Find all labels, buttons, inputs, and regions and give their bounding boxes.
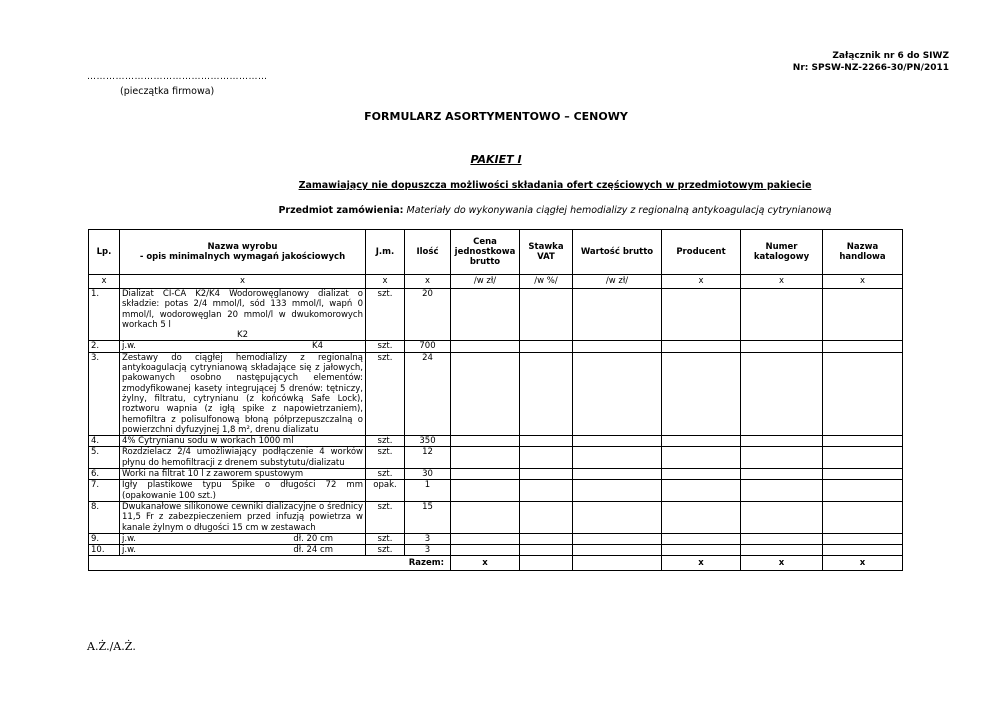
units-producer: x xyxy=(662,275,741,289)
row-qty: 1 xyxy=(405,480,451,502)
total-trade: x xyxy=(823,556,903,571)
row-desc-tail: K2 xyxy=(237,330,248,341)
row-lp: 8. xyxy=(89,501,120,533)
row-vat-cell[interactable] xyxy=(520,480,573,502)
row-desc-left: j.w. xyxy=(122,533,136,544)
row-desc-text: Dializat CI-CA K2/K4 Wodorowęglanowy dializat o składzie: potas 2/4 mmol/l, sód 133 mmol/l, wapń 0 mmol/l, wodorowęglan 20 mmol/l w dwukomorowych workach 5 l xyxy=(122,289,363,330)
units-vat: /w %/ xyxy=(520,275,573,289)
row-value-cell[interactable] xyxy=(573,436,662,447)
row-trade-cell[interactable] xyxy=(823,447,903,469)
row-trade-cell[interactable] xyxy=(823,341,903,352)
total-price: x xyxy=(451,556,520,571)
row-price-cell[interactable] xyxy=(451,480,520,502)
col-name xyxy=(120,230,366,275)
row-producer-cell[interactable] xyxy=(662,352,741,435)
row-vat-cell[interactable] xyxy=(520,436,573,447)
table-row xyxy=(89,480,903,502)
units-row xyxy=(89,275,903,289)
pakiet-title: PAKIET I xyxy=(470,153,522,166)
row-producer-cell[interactable] xyxy=(662,289,741,341)
row-producer-cell[interactable] xyxy=(662,341,741,352)
table-row xyxy=(89,545,903,556)
row-desc: Igły plastikowe typu Spike o długości 72 mm (opakowanie 100 szt.) xyxy=(120,480,366,502)
row-vat-cell[interactable] xyxy=(520,289,573,341)
row-catalog-cell[interactable] xyxy=(741,501,823,533)
row-qty: 3 xyxy=(405,533,451,544)
row-jm: szt. xyxy=(366,533,405,544)
row-lp: 2. xyxy=(89,341,120,352)
row-trade-cell[interactable] xyxy=(823,352,903,435)
row-producer-cell[interactable] xyxy=(662,480,741,502)
row-value-cell[interactable] xyxy=(573,352,662,435)
row-desc-left: j.w. xyxy=(122,341,136,352)
row-price-cell[interactable] xyxy=(451,289,520,341)
row-vat-cell[interactable] xyxy=(520,545,573,556)
row-producer-cell[interactable] xyxy=(662,501,741,533)
row-desc: Zestawy do ciągłej hemodializy z regionalną antykoagulacją cytrynianową składające się z jałowych, pakowanych osobno następujących elementów: zmodyfikowanej kasety integrującej 5 drenów: tętniczy, żylny, filtratu, cytrynianu (z końcówką Safe Lock), roztworu wapnia (z igłą spike z napowietrzaniem), hemofiltra z polisulfonową błoną półprzepuszczalną o powierzchni dyfuzyjnej 1,8 m², drenu dializatu xyxy=(120,352,366,435)
form-title: FORMULARZ ASORTYMENTOWO – CENOWY xyxy=(364,110,628,123)
table-row xyxy=(89,352,903,435)
col-trade: Nazwa handlowa xyxy=(823,230,903,275)
row-catalog-cell[interactable] xyxy=(741,533,823,544)
table-row xyxy=(89,533,903,544)
signature: A.Ż./A.Ż. xyxy=(87,640,136,653)
total-row xyxy=(89,556,903,571)
units-price: /w zł/ xyxy=(451,275,520,289)
row-desc-left: j.w. xyxy=(122,545,136,556)
row-desc xyxy=(120,545,366,556)
units-lp: x xyxy=(89,275,120,289)
row-price-cell[interactable] xyxy=(451,447,520,469)
units-value: /w zł/ xyxy=(573,275,662,289)
row-desc: 4% Cytrynianu sodu w workach 1000 ml xyxy=(120,436,366,447)
row-vat-cell[interactable] xyxy=(520,501,573,533)
row-value-cell[interactable] xyxy=(573,447,662,469)
row-vat-cell[interactable] xyxy=(520,341,573,352)
table-row xyxy=(89,436,903,447)
row-value-cell[interactable] xyxy=(573,480,662,502)
header-right xyxy=(793,50,949,74)
row-jm: szt. xyxy=(366,436,405,447)
row-qty: 30 xyxy=(405,469,451,480)
row-jm: szt. xyxy=(366,341,405,352)
col-value: Wartość brutto xyxy=(573,230,662,275)
units-jm: x xyxy=(366,275,405,289)
row-qty: 350 xyxy=(405,436,451,447)
row-trade-cell[interactable] xyxy=(823,501,903,533)
col-name-line2: - opis minimalnych wymagań jakościowych xyxy=(139,252,346,262)
row-trade-cell[interactable] xyxy=(823,469,903,480)
subject-line xyxy=(0,205,992,216)
row-price-cell[interactable] xyxy=(451,436,520,447)
col-lp: Lp. xyxy=(89,230,120,275)
row-desc xyxy=(120,533,366,544)
row-price-cell[interactable] xyxy=(451,469,520,480)
row-jm: szt. xyxy=(366,352,405,435)
row-desc-right: dł. 20 cm xyxy=(293,533,333,544)
row-desc-right: K4 xyxy=(312,341,323,352)
col-jm: J.m. xyxy=(366,230,405,275)
total-catalog: x xyxy=(741,556,823,571)
row-price-cell[interactable] xyxy=(451,352,520,435)
row-jm: szt. xyxy=(366,289,405,341)
row-qty: 12 xyxy=(405,447,451,469)
col-vat: Stawka VAT xyxy=(520,230,573,275)
row-vat-cell[interactable] xyxy=(520,533,573,544)
row-catalog-cell[interactable] xyxy=(741,469,823,480)
row-jm: szt. xyxy=(366,545,405,556)
row-catalog-cell[interactable] xyxy=(741,545,823,556)
row-lp: 6. xyxy=(89,469,120,480)
row-value-cell[interactable] xyxy=(573,545,662,556)
subject-text: Materiały do wykonywania ciągłej hemodializy z regionalną antykoagulacją cytrynianową xyxy=(406,205,832,216)
notice-text: Zamawiający nie dopuszcza możliwości składania ofert częściowych w przedmiotowym pakiecie xyxy=(298,180,812,191)
row-desc-right: dł. 24 cm xyxy=(293,545,333,556)
row-catalog-cell[interactable] xyxy=(741,341,823,352)
table-row xyxy=(89,341,903,352)
col-catalog: Numer katalogowy xyxy=(741,230,823,275)
row-producer-cell[interactable] xyxy=(662,447,741,469)
row-catalog-cell[interactable] xyxy=(741,436,823,447)
row-trade-cell[interactable] xyxy=(823,289,903,341)
row-catalog-cell[interactable] xyxy=(741,480,823,502)
annex-label: Załącznik nr 6 do SIWZ xyxy=(832,51,949,61)
row-jm: szt. xyxy=(366,469,405,480)
row-producer-cell[interactable] xyxy=(662,533,741,544)
row-qty: 3 xyxy=(405,545,451,556)
row-value-cell[interactable] xyxy=(573,533,662,544)
row-price-cell[interactable] xyxy=(451,545,520,556)
row-trade-cell[interactable] xyxy=(823,533,903,544)
row-jm: opak. xyxy=(366,480,405,502)
document-number: Nr: SPSW-NZ-2266-30/PN/2011 xyxy=(792,63,949,73)
row-lp: 4. xyxy=(89,436,120,447)
col-price: Cena jednostkowa brutto xyxy=(451,230,520,275)
table-row xyxy=(89,289,903,341)
row-value-cell[interactable] xyxy=(573,501,662,533)
row-catalog-cell[interactable] xyxy=(741,352,823,435)
table-row xyxy=(89,447,903,469)
table-header-row xyxy=(89,230,903,275)
row-desc: Dwukanałowe silikonowe cewniki dializacyjne o średnicy 11,5 Fr z zabezpieczeniem przed infuzją powietrza w kanale żylnym o długości 15 cm w zestawach xyxy=(120,501,366,533)
row-vat-cell[interactable] xyxy=(520,469,573,480)
row-lp: 10. xyxy=(89,545,120,556)
row-producer-cell[interactable] xyxy=(662,436,741,447)
units-name: x xyxy=(120,275,366,289)
row-value-cell[interactable] xyxy=(573,469,662,480)
col-qty: Ilość xyxy=(405,230,451,275)
total-vat xyxy=(520,556,573,571)
row-value-cell[interactable] xyxy=(573,289,662,341)
row-qty: 700 xyxy=(405,341,451,352)
row-trade-cell[interactable] xyxy=(823,436,903,447)
row-value-cell[interactable] xyxy=(573,341,662,352)
row-catalog-cell[interactable] xyxy=(741,289,823,341)
row-qty: 24 xyxy=(405,352,451,435)
row-catalog-cell[interactable] xyxy=(741,447,823,469)
row-lp: 9. xyxy=(89,533,120,544)
row-lp: 3. xyxy=(89,352,120,435)
row-price-cell[interactable] xyxy=(451,341,520,352)
row-lp: 1. xyxy=(89,289,120,341)
row-lp: 7. xyxy=(89,480,120,502)
total-producer: x xyxy=(662,556,741,571)
units-trade: x xyxy=(823,275,903,289)
col-name-line1: Nazwa wyrobu xyxy=(207,241,278,252)
total-value-cell[interactable] xyxy=(573,556,662,571)
stamp-dots: ………………………………………………… xyxy=(87,72,268,82)
row-lp: 5. xyxy=(89,447,120,469)
row-desc: Rozdzielacz 2/4 umożliwiający podłączenie 4 worków płynu do hemofiltracji z drenem substytutu/dializatu xyxy=(120,447,366,469)
row-producer-cell[interactable] xyxy=(662,469,741,480)
row-jm: szt. xyxy=(366,501,405,533)
subject-label: Przedmiot zamówienia: xyxy=(278,205,404,216)
row-producer-cell[interactable] xyxy=(662,545,741,556)
col-producer: Producent xyxy=(662,230,741,275)
table-row xyxy=(89,501,903,533)
stamp-label: (pieczątka firmowa) xyxy=(120,86,215,97)
row-jm: szt. xyxy=(366,447,405,469)
row-desc xyxy=(120,289,366,341)
row-desc: Worki na filtrat 10 l z zaworem spustowym xyxy=(120,469,366,480)
row-trade-cell[interactable] xyxy=(823,480,903,502)
price-table xyxy=(88,229,903,571)
units-catalog: x xyxy=(741,275,823,289)
row-trade-cell[interactable] xyxy=(823,545,903,556)
row-qty: 20 xyxy=(405,289,451,341)
total-label: Razem: xyxy=(89,556,451,571)
row-vat-cell[interactable] xyxy=(520,447,573,469)
units-qty: x xyxy=(405,275,451,289)
row-qty: 15 xyxy=(405,501,451,533)
table-row xyxy=(89,469,903,480)
row-desc xyxy=(120,341,366,352)
row-price-cell[interactable] xyxy=(451,533,520,544)
row-vat-cell[interactable] xyxy=(520,352,573,435)
row-price-cell[interactable] xyxy=(451,501,520,533)
